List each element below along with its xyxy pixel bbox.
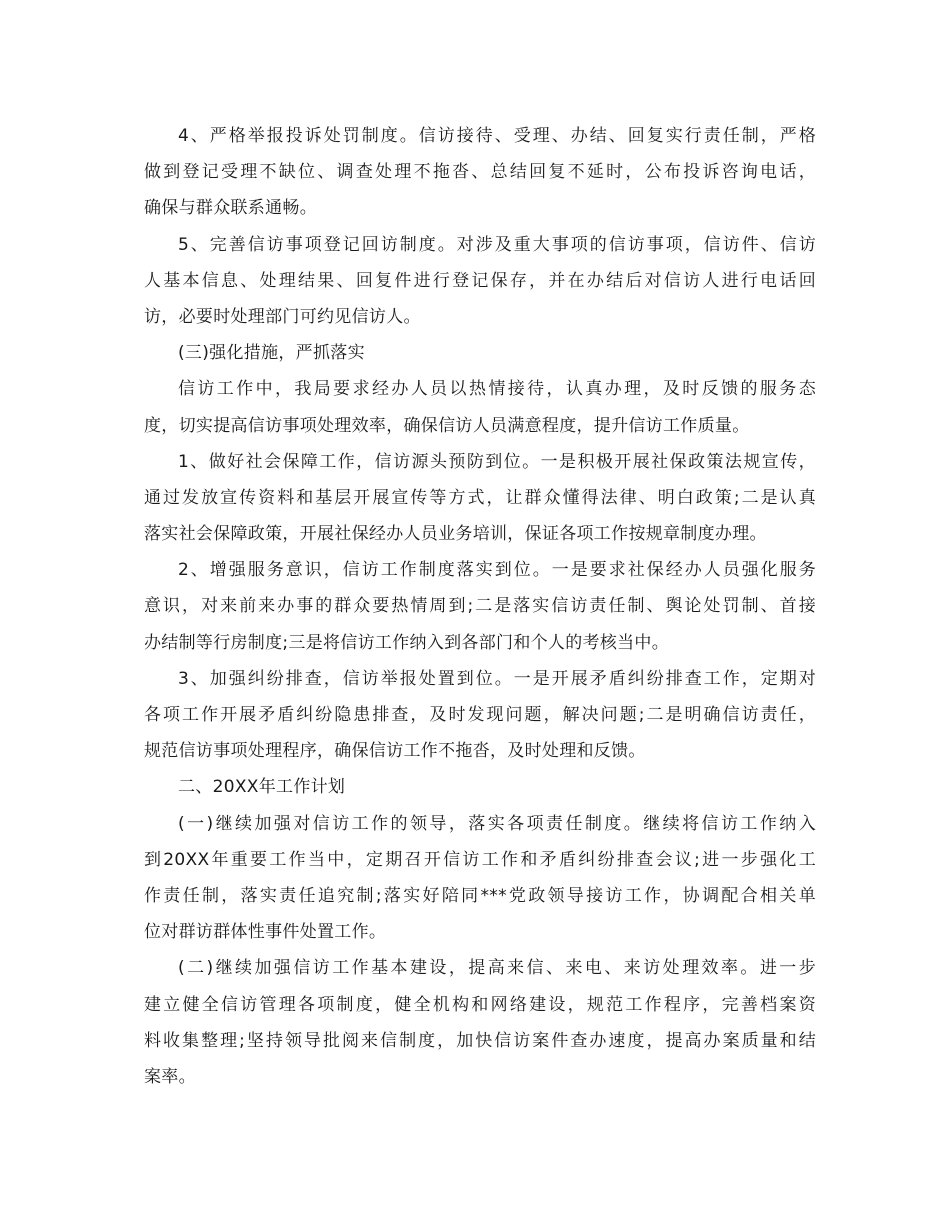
document-body (144, 118, 816, 1095)
paragraph-measure-3 (144, 661, 816, 770)
text-line: 二、20XX年工作计划 (178, 777, 346, 798)
text-line: 5、完善信访事项登记回访制度。对涉及重大事项的信访事项，信访件、信访 (178, 234, 816, 255)
text-line: 4、严格举报投诉处罚制度。信访接待、受理、办结、回复实行责任制，严格 (178, 126, 816, 146)
text-line: 位对群访群体性事件处置工作。 (144, 922, 387, 943)
text-line: 料收集整理;坚持领导批阅来信制度，加快信访案件查办速度，提高办案质量和结 (144, 1030, 816, 1051)
text-line: 意识，对来前来办事的群众要热情周到;二是落实信访责任制、舆论处罚制、首接 (144, 596, 816, 617)
text-line: 1、做好社会保障工作，信访源头预防到位。一是积极开展社保政策法规宣传， (178, 451, 816, 472)
text-line: 到20XX年重要工作当中，定期召开信访工作和矛盾纠纷排查会议;进一步强化工 (144, 849, 816, 870)
text-line: 确保与群众联系通畅。 (144, 198, 317, 219)
text-line: 信访工作中，我局要求经办人员以热情接待，认真办理，及时反馈的服务态 (178, 379, 816, 400)
text-line: (三)强化措施，严抓落实 (178, 343, 365, 364)
paragraph-measure-1 (144, 444, 816, 553)
paragraph-plan-1 (144, 806, 816, 951)
text-line: 3、加强纠纷排查，信访举报处置到位。一是开展矛盾纠纷排查工作，定期对 (178, 668, 816, 689)
text-line: 落实社会保障政策，开展社保经办人员业务培训，保证各项工作按规章制度办理。 (144, 524, 767, 545)
section-heading-3 (144, 335, 816, 371)
section-heading-2 (144, 769, 816, 805)
text-line: 度，切实提高信访事项处理效率，确保信访人员满意程度，提升信访工作质量。 (144, 415, 750, 436)
paragraph-item-4 (144, 118, 816, 227)
paragraph-plan-2 (144, 950, 816, 1095)
paragraph-item-5 (144, 227, 816, 336)
text-line: (二)继续加强信访工作基本建设，提高来信、来电、来访处理效率。进一步 (178, 958, 816, 979)
text-line: 建立健全信访管理各项制度，健全机构和网络建设，规范工作程序，完善档案资 (144, 994, 816, 1015)
paragraph-intro (144, 371, 816, 443)
text-line: 人基本信息、处理结果、回复件进行登记保存，并在办结后对信访人进行电话回 (144, 270, 816, 291)
text-line: 办结制等行房制度;三是将信访工作纳入到各部门和个人的考核当中。 (144, 632, 670, 653)
text-line: 2、增强服务意识，信访工作制度落实到位。一是要求社保经办人员强化服务 (178, 560, 816, 581)
text-line: (一)继续加强对信访工作的领导，落实各项责任制度。继续将信访工作纳入 (178, 813, 816, 834)
text-line: 做到登记受理不缺位、调查处理不拖沓、总结回复不延时，公布投诉咨询电话， (144, 162, 816, 183)
text-line: 访，必要时处理部门可约见信访人。 (144, 306, 421, 327)
text-line: 通过发放宣传资料和基层开展宣传等方式，让群众懂得法律、明白政策;二是认真 (144, 487, 816, 508)
paragraph-measure-2 (144, 552, 816, 661)
text-line: 作责任制，落实责任追究制;落实好陪同***党政领导接访工作，协调配合相关单 (144, 885, 816, 906)
text-line: 案率。 (144, 1066, 196, 1087)
text-line: 各项工作开展矛盾纠纷隐患排查，及时发现问题，解决问题;二是明确信访责任， (144, 705, 816, 725)
text-line: 规范信访事项处理程序，确保信访工作不拖沓，及时处理和反馈。 (144, 741, 646, 762)
